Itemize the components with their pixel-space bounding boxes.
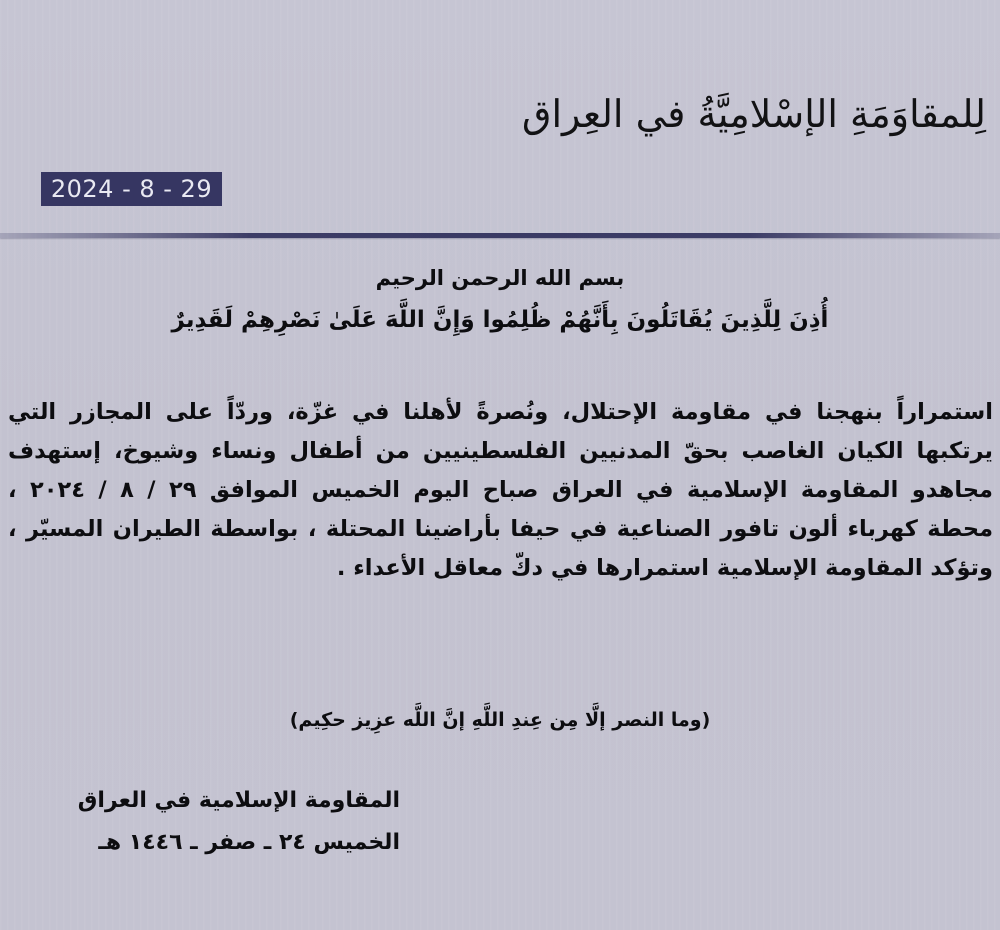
basmala: بسم الله الرحمن الرحيم [375,266,625,290]
statement-line: محطة كهرباء ألون تافور الصناعية في حيفا بأراضينا المحتلة ، بواسطة الطيران المسيّر ، [8,516,993,542]
date-badge: 2024 - 8 - 29 [41,172,222,206]
signature-block [60,780,400,864]
statement-body [8,393,993,588]
signature-organization: المقاومة الإسلامية في العراق [77,788,400,813]
header-divider [0,233,1000,238]
statement-line: وتؤكد المقاومة الإسلامية استمرارها في دكّ معاقل الأعداء . [336,555,993,581]
opening-verse: أُذِنَ لِلَّذِينَ يُقَاتَلُونَ بِأَنَّهُمْ ظُلِمُوا وَإِنَّ اللَّهَ عَلَىٰ نَصْرِهِمْ لَقَدِيرٌ [171,307,829,333]
organization-logo: لِلمقاوَمَةِ الإسْلامِيَّةُ في العِراق [522,92,986,136]
statement-line: يرتكبها الكيان الغاصب بحقّ المدنيين الفلسطينيين من أطفال ونساء وشيوخ، إستهدف [8,438,993,464]
signature-hijri-date: الخميس ٢٤ ـ صفر ـ ١٤٤٦ هـ [98,830,400,855]
statement-line: استمراراً بنهجنا في مقاومة الإحتلال، ونُصرةً لأهلنا في غزّة، وردّاً على المجازر التي [8,399,993,425]
statement-line: مجاهدو المقاومة الإسلامية في العراق صباح اليوم الخميس الموافق ٢٩ / ٨ / ٢٠٢٤ ، [8,477,993,503]
closing-verse: (وما النصر إلَّا مِن عِندِ اللَّهِ إنَّ اللَّه عزِيز حكِيم) [289,709,711,731]
